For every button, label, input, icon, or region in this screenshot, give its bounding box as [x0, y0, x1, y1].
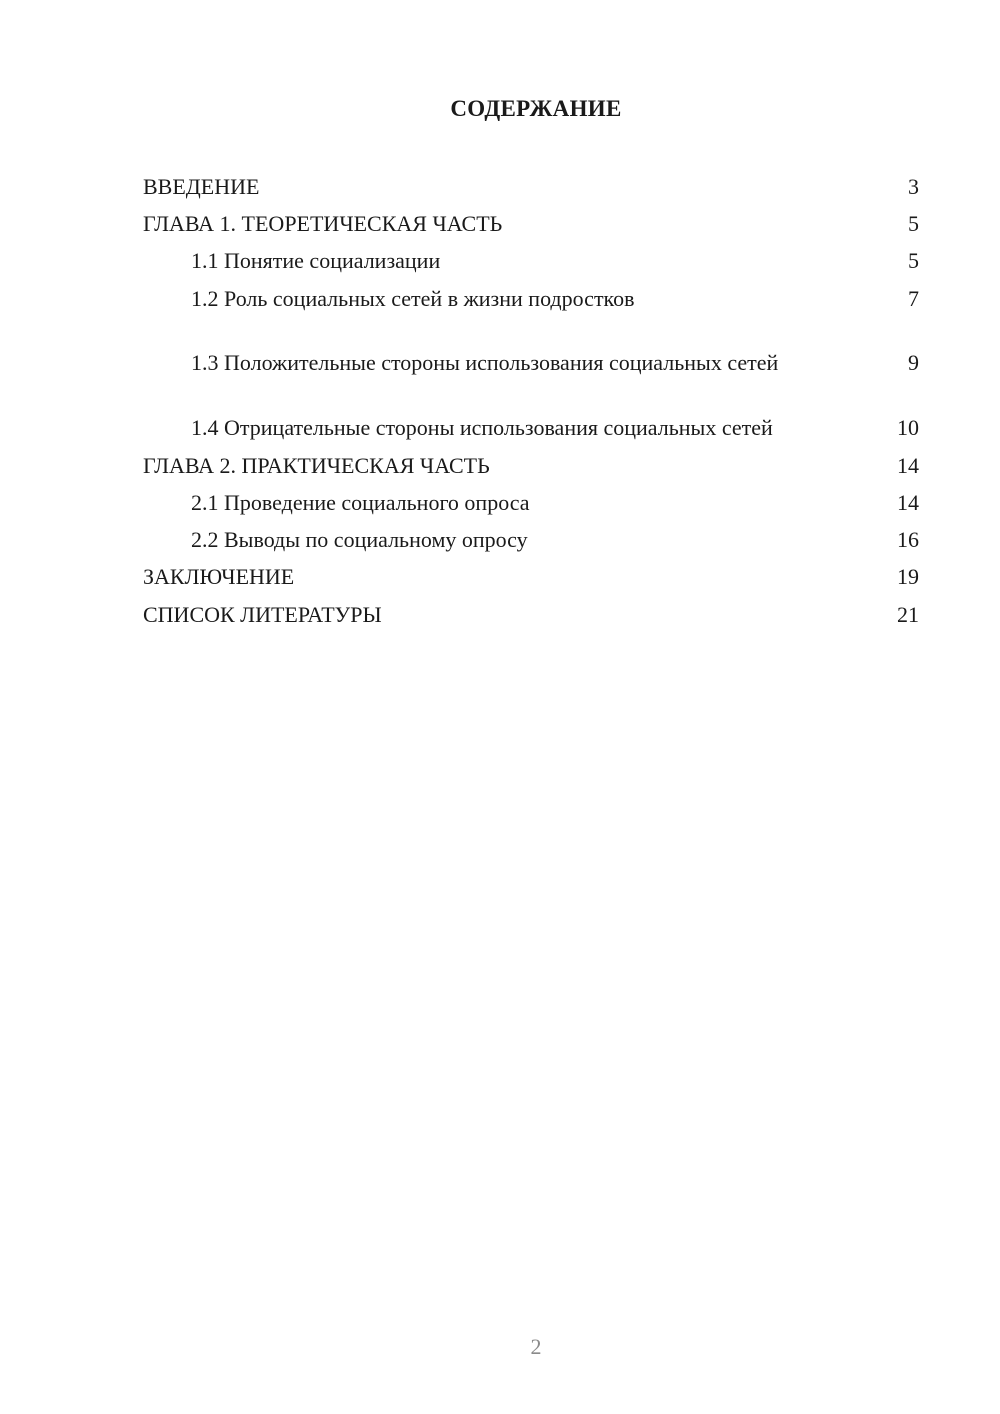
page-number: 2 [530, 1334, 542, 1359]
toc-entry-page: 5 [908, 248, 919, 274]
toc-entry-page: 16 [897, 527, 919, 553]
toc-entry-page: 19 [897, 564, 919, 590]
toc-entry-introduction[interactable] [143, 168, 919, 205]
table-of-contents [143, 168, 919, 633]
toc-entry-label: 1.4 Отрицательные стороны использования социальных сетей [191, 414, 773, 440]
toc-entry-section-1-2[interactable] [143, 280, 919, 317]
toc-entry-page: 14 [897, 490, 919, 516]
toc-entry-page: 9 [908, 349, 919, 375]
toc-entry-label: СПИСОК ЛИТЕРАТУРЫ [143, 601, 382, 627]
toc-entry-label: ГЛАВА 1. ТЕОРЕТИЧЕСКАЯ ЧАСТЬ [143, 211, 503, 237]
toc-entry-label: ВВЕДЕНИЕ [143, 174, 260, 200]
toc-entry-conclusion[interactable] [143, 558, 919, 595]
toc-entry-section-2-2[interactable] [143, 521, 919, 558]
toc-entry-page: 21 [897, 601, 919, 627]
toc-entry-section-1-3[interactable] [143, 317, 919, 382]
toc-entry-references[interactable] [143, 596, 919, 633]
toc-entry-section-1-1[interactable] [143, 242, 919, 279]
toc-entry-label: 1.2 Роль социальных сетей в жизни подростков [191, 285, 635, 311]
toc-entry-section-2-1[interactable] [143, 484, 919, 521]
toc-entry-label: ЗАКЛЮЧЕНИЕ [143, 564, 295, 590]
toc-entry-label: 1.1 Понятие социализации [191, 248, 441, 274]
toc-entry-page: 3 [908, 174, 919, 200]
toc-entry-label: ГЛАВА 2. ПРАКТИЧЕСКАЯ ЧАСТЬ [143, 452, 490, 478]
toc-entry-chapter-2[interactable] [143, 447, 919, 484]
toc-entry-section-1-4[interactable] [143, 382, 919, 447]
toc-entry-chapter-1[interactable] [143, 205, 919, 242]
toc-entry-page: 14 [897, 452, 919, 478]
toc-entry-label: 1.3 Положительные стороны использования социальных сетей [191, 349, 779, 375]
toc-entry-page: 10 [897, 414, 919, 440]
toc-entry-label: 2.2 Выводы по социальному опросу [191, 527, 528, 553]
toc-entry-page: 7 [908, 285, 919, 311]
page-title: СОДЕРЖАНИЕ [450, 96, 622, 121]
toc-entry-page: 5 [908, 211, 919, 237]
toc-entry-label: 2.1 Проведение социального опроса [191, 490, 530, 516]
